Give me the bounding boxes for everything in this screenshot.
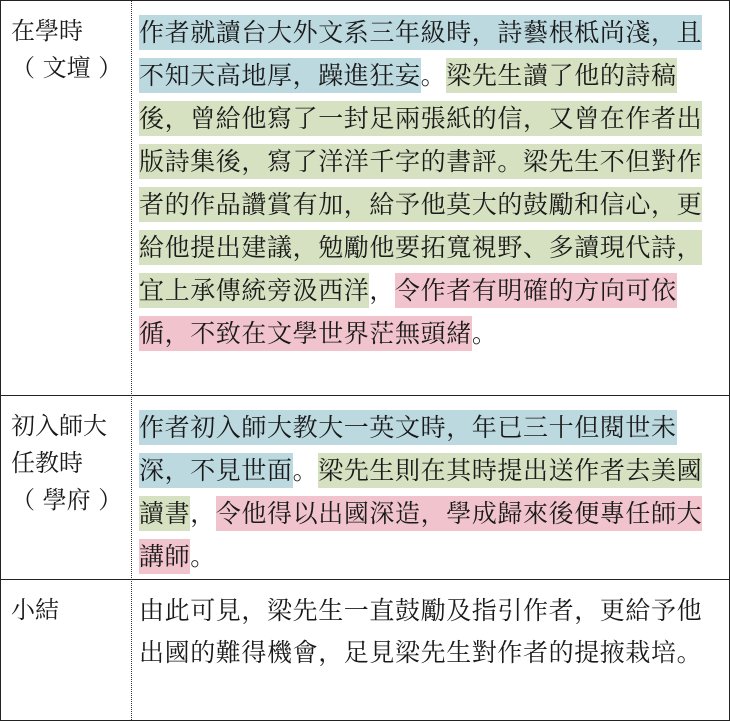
table-row-in-school	[1, 1, 729, 395]
row-content	[139, 406, 724, 578]
row-content	[139, 11, 724, 355]
highlight-green: 梁先生讀了他的詩稿後，曾給他寫了一封足兩張紙的信，又曾在作者出版詩集後，寫了洋洋千字的書評。梁先生不但對作者的作品讚賞有加，給予他莫大的鼓勵和信心，更給他提出建議，勉勵他要拓寬視野、多讀現代詩，宜上承傳統旁汲西洋	[139, 58, 702, 308]
table-row-summary	[1, 580, 729, 720]
row-label: 在學時 （ 文壇 ）	[11, 17, 123, 82]
table-row-teaching	[1, 396, 729, 579]
highlight-blue: 作者就讀台大外文系三年級時，詩藝根柢尚淺，且不知天高地厚，躁進狂妄	[139, 15, 702, 93]
plain-text: 由此可見，梁先生一直鼓勵及指引作者，更給予他出國的難得機會，足見梁先生對作者的提掖栽培。	[139, 596, 703, 667]
plain-text: ，	[369, 276, 396, 305]
highlight-blue: 作者初入師大教大一英文時，年已三十但閱世未深，不見世面	[139, 410, 677, 488]
highlight-pink: 令作者有明確的方向可依循，不致在文學世界茫無頭緒	[139, 273, 677, 351]
row-content	[139, 590, 724, 674]
plain-text: 。	[471, 319, 498, 348]
row-label: 初入師大 任教時 （ 學府 ）	[11, 412, 123, 514]
plain-text: 。	[420, 61, 447, 90]
plain-text: 。	[292, 456, 319, 485]
highlight-pink: 令他得以出國深造，學成歸來後便專任師大講師	[139, 496, 702, 574]
plain-text: ，	[190, 499, 216, 528]
highlight-green: 梁先生則在其時提出送作者去美國讀書	[139, 453, 702, 531]
plain-text: 。	[190, 542, 216, 571]
row-label: 小結	[11, 596, 59, 624]
